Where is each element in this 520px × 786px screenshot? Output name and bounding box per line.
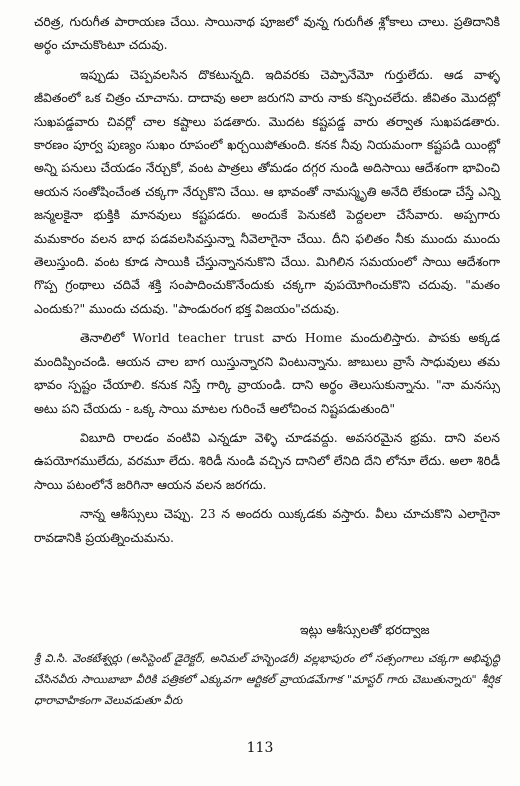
footnote	[34, 648, 500, 711]
paragraph-4: విబూది రాలడం వంటివి ఎన్నడూ వెళ్ళి చూడవద్దు. అవసరమైన భ్రమ. దాని వలన ఉపయోగములేదు, వరమూ లేదు. శిరిడీ నుండి వచ్చిన దానిలో లేనిది దేని లోనూ లేదు. అలా శిరిడీ సాయి పటంలోనే జరిగినా ఆయన వలన జరగదు.	[34, 429, 500, 492]
paragraph-3: తెనాలిలో World teacher trust వారు Home మందులిస్తారు. పాపకు అక్కడ మందిప్పించండి. ఆయన చాల బాగ యిస్తున్నారని వింటున్నాను. జాబులు వ్రాసే సాధువులు తమ భావం స్పష్టం చేయాలి. కనుక నిస్తే గార్కి వ్రాయండి. దాని అర్థం తెలుసుకున్నాను. "నా మనస్సు అటు పని చేయదు - ఒక్క సాయి మాటల గురించే ఆలోచించ నిష్టపడుతుంది"	[34, 330, 500, 416]
paragraph-1: చరిత్ర, గురుగీత పారాయణ చేయి. సాయినాథ పూజలో వున్న గురుగీత శ్లోకాలు చాలు. ప్రతిదానికి అర్థం చూచుకొంటూ చదువు.	[34, 14, 500, 53]
paragraph-5: నాన్న ఆశీస్సులు చెప్పు. 23 న అందరు యిక్కడకు వస్తారు. వీలు చూచుకొని ఎలాగైనా రావడానికి ప్రయత్నించుమను.	[34, 506, 500, 545]
paragraph-2: ఇప్పుడు చెప్పవలసిన దొకటున్నది. ఇదివరకు చెప్పానేమో గుర్తులేదు. ఆడ వాళ్ళ జీవితంలో ఒక చిత్రం చూచాను. దాదావు అలా జరుగని వారు నాకు కన్పించలేదు. జీవితం మొదట్లో సుఖపడ్డవారు చివర్లో చాల కష్టాలు పడతారు. మొదట కష్టపడ్డ వారు తర్వాత సుఖపడతారు. కారణం పూర్వ పుణ్యం సుఖం రూపంలో ఖర్చయిపోతుంది. కనక నీవు నియమంగా కష్టపడి యింట్లో అన్ని పనులు చేయడం నేర్చుకో, వంట పాత్రలు తోమడం దగ్గర నుండి అదిసాయి ఆదేశంగా భావించి ఆయన సంతోషించేంత చక్కగా నేర్చుకొని చేయి. ఆ భావంతో నామస్మృతి అనేది లేకుండా చేస్తే ఎన్ని జన్మలకైనా భుక్తికి మానవులు కష్టపడరు. అందుకే పెనుకటి పెద్దలలా చేసేవారు. అప్పగారు మమకారం వలన బాధ పడవలసివస్తున్నా నీవెలాగైనా చేయి. దీని ఫలితం నీకు ముందు ముందు తెలుస్తుంది. వంట కూడ సాయికి చేస్తున్నాననుకొని చేయి. మిగిలిన సమయంలో సాయి ఆదేశంగా గొప్ప గ్రంథాలు చదివే శక్తి సంపాదించుకొనేందుకు చక్కగా వుపయోగించుకొని చదువు. "మతం ఎందుకు?" ముందు చదువు. "పాండురంగ భక్త విజయం"చదువు.	[34, 66, 500, 316]
footnote-text: శ్రీ వి.సి. వెంకటేశ్వర్లు (అసిస్టెంట్ డైరెక్టర్, అనిమల్ హస్బెండరీ) వల్లభాపురం లో సత్సంగాలు చక్కగా అభివృద్ధి చేసినవీరు సాయిబాబా వీరికి పత్రికలో ఎక్కువగా ఆర్టికల్ వ్రాయడమేగాక "మాస్టర్ గారు చెబుతున్నారు" శీర్షిక ధారావాహికంగా వెలువడుతూ వీరు	[34, 652, 500, 707]
letter-body	[34, 10, 500, 555]
page-number: 113	[246, 740, 274, 756]
signature: ఇట్లు ఆశీస్సులతో భరద్వాజ	[300, 622, 430, 637]
